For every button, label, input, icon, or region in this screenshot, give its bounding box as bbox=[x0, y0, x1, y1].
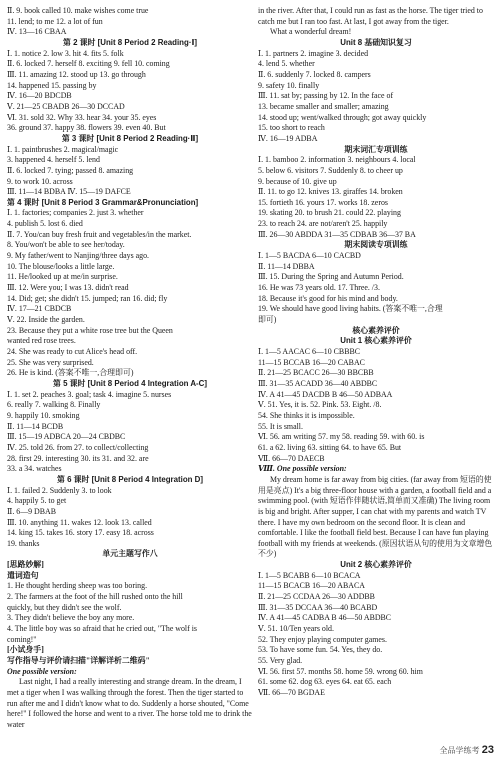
answer-line: Ⅰ. 1—5 AACAC 6—10 CBBBC bbox=[258, 347, 360, 356]
answer-line: wanted red rose trees. bbox=[7, 336, 76, 346]
answer-line: Ⅰ. 1—5 BCABB 6—10 BCACA bbox=[258, 570, 361, 580]
section-heading: Unit 2 核心素养评价 bbox=[340, 560, 412, 570]
answer-line: 6. really 7. walking 8. Finally bbox=[7, 400, 101, 410]
answer-line: Ⅰ. 1. paintbrushes 2. magical/magic bbox=[7, 144, 119, 154]
answer-line: 13. became smaller and smaller; amazing bbox=[258, 101, 389, 111]
answer-line: 24. She was ready to cut Alice's head off. bbox=[7, 347, 138, 356]
answer-line: 9. My father/went to Nanjing/three days ago. bbox=[7, 251, 149, 261]
answer-line: Ⅳ. 16—20 BDCDB bbox=[7, 91, 72, 101]
answer-line: Ⅰ. 1—5 BACDA 6—10 CACBD bbox=[258, 251, 361, 261]
subheading: Ⅷ. One possible version: bbox=[258, 464, 347, 474]
answer-line: Ⅰ. 1. failed 2. Suddenly 3. to look bbox=[7, 485, 112, 495]
answer-line: Ⅰ. 1. bamboo 2. information 3. neighbours 4. local bbox=[258, 155, 416, 165]
answer-line: 11. lend; to me 12. a lot of fun bbox=[7, 16, 103, 26]
essay-paragraph: What a wonderful dream! bbox=[270, 27, 352, 37]
answer-line: Ⅲ. 31—35 ACADD 36—40 ABDBC bbox=[258, 378, 378, 388]
answer-line: Ⅰ. 1. factories; companies 2. just 3. whether bbox=[7, 208, 144, 218]
answer-line: 19. thanks bbox=[7, 538, 40, 548]
answer-line: 1. He thought herding sheep was too boring. bbox=[7, 581, 148, 591]
answer-line: 23. Because they put a white rose tree but the Queen bbox=[7, 325, 173, 335]
answer-line: 即可) bbox=[258, 315, 277, 325]
answer-line: Ⅳ. A 41—45 DACDB B 46—50 ADBAA bbox=[258, 389, 393, 399]
answer-line: Ⅱ. 11. to go 12. knives 13. giraffes 14. broken bbox=[258, 187, 403, 197]
answer-line: 4. lend 5. whether bbox=[258, 59, 315, 69]
answer-line: Ⅰ. 1. notice 2. low 3. hit 4. fits 5. folk bbox=[7, 48, 124, 58]
section-heading: 第 2 课时 [Unit 8 Period 2 Reading·Ⅰ] bbox=[62, 37, 198, 47]
answer-line: 26. He is kind. (答案不唯一,合理即可) bbox=[7, 368, 134, 378]
answer-line: 61. some 62. dog 63. eyes 64. eat 65. each bbox=[258, 677, 392, 687]
subheading: One possible version: bbox=[7, 666, 77, 676]
answer-line: 36. ground 37. happy 38. flowers 39. even 40. But bbox=[7, 123, 166, 133]
answer-line: 15. fortieth 16. yours 17. works 18. zeros bbox=[258, 197, 388, 207]
answer-line: Ⅱ. 6. locked 7. tying; passed 8. amazing bbox=[7, 165, 134, 175]
section-heading: 期末阅读专项训练 bbox=[344, 240, 408, 250]
section-heading: Unit 8 基础知识复习 bbox=[340, 37, 412, 47]
answer-line: 11—15 BCCAB 16—20 CABAC bbox=[258, 357, 365, 367]
answer-line: Ⅲ. 15—19 ADBCA 20—24 CBDBC bbox=[7, 432, 126, 442]
answer-line: 15. too short to reach bbox=[258, 123, 325, 133]
answer-line: 61. a 62. living 63. sitting 64. to have 65. But bbox=[258, 442, 402, 452]
answer-line: Ⅶ. 66—70 BGDAE bbox=[258, 688, 325, 697]
answer-line: Ⅰ. 1. set 2. peaches 3. goal; task 4. imagine 5. nurses bbox=[7, 389, 172, 399]
answer-line: 8. You/won't be able to see her/today. bbox=[7, 240, 125, 250]
answer-line: 54. She thinks it is impossible. bbox=[258, 410, 355, 420]
answer-line: 19. skating 20. to brush 21. could 22. playing bbox=[258, 208, 401, 218]
answer-line: Ⅳ. A 41—45 CADBA B 46—50 ABDBC bbox=[258, 613, 392, 623]
section-heading: 第 6 课时 [Unit 8 Period 4 Integration D] bbox=[57, 474, 203, 484]
answer-line: Ⅰ. 1. partners 2. imagine 3. decided bbox=[258, 48, 369, 58]
answer-line: Ⅳ. 17—21 CBDCB bbox=[7, 304, 72, 314]
section-heading: 第 5 课时 [Unit 8 Period 4 Integration A-C] bbox=[52, 378, 208, 388]
answer-line: Ⅵ. 56. am writing 57. my 58. reading 59. with 60. is bbox=[258, 432, 425, 442]
answer-line: Ⅳ. 25. told 26. from 27. to collect/collecting bbox=[7, 442, 149, 452]
answer-line: Ⅴ. 21—25 CBADB 26—30 DCCAD bbox=[7, 101, 125, 111]
answer-line: 55. It is small. bbox=[258, 421, 303, 431]
answer-line: 19. We should have good living habits. (答案不唯一,合理 bbox=[258, 304, 443, 314]
answer-line: Ⅱ. 11—14 DBBA bbox=[258, 261, 315, 271]
answer-line: 10. The blouse/looks a little large. bbox=[7, 261, 115, 271]
answer-line: Ⅲ. 11—14 BDBA Ⅳ. 15—19 DAFCE bbox=[7, 187, 131, 197]
answer-line: 2. The farmers at the foot of the hill rushed onto the hill bbox=[7, 592, 183, 602]
answer-line: 4. publish 5. lost 6. died bbox=[7, 219, 83, 229]
answer-line: 14. happened 15. passing by bbox=[7, 80, 97, 90]
answer-line: 9. happily 10. smoking bbox=[7, 410, 80, 420]
answer-line: 14. stood up; went/walked through; got away quickly bbox=[258, 112, 427, 122]
section-heading: 核心素养评价 bbox=[352, 325, 400, 335]
answer-line: 33. a 34. watches bbox=[7, 464, 62, 474]
essay-paragraph: My dream home is far away from big cities. (far away from 短语的使用是亮点) It's a big three-floor house with a garden, a football field and a swimming pool. (with 短语作伴随状语,简单而又准确) The living room is big and bright. After supper, I can chat with my parents and watch TV there. I have my own bedroom on the second floor. It is clean and comfortable. I like the football field best. Because I can have fun playing football with my friends at weekends. (原因状语从句的使用为文章增色不少) bbox=[258, 474, 493, 559]
section-heading: 单元主题写作八 bbox=[102, 549, 158, 559]
answer-line: Ⅲ. 11. amazing 12. stood up 13. go through bbox=[7, 69, 146, 79]
answer-line: 9. because of 10. give up bbox=[258, 176, 337, 186]
subheading: [小试身手] bbox=[7, 645, 44, 655]
answer-line: Ⅶ. 66—70 DAECB bbox=[258, 453, 325, 463]
answer-line: Ⅲ. 26—30 ABDDA 31—35 CDBAB 36—37 BA bbox=[258, 229, 416, 239]
answer-line: 28. first 29. interesting 30. its 31. and 32. are bbox=[7, 453, 149, 463]
answer-line: 4. The little boy was so afraid that he cried out, "The wolf is bbox=[7, 624, 197, 634]
right-answer-column bbox=[258, 6, 494, 699]
section-heading: 第 3 课时 [Unit 8 Period 2 Reading·Ⅱ] bbox=[61, 133, 199, 143]
essay-paragraph: in the river. After that, I could run as fast as the horse. The tiger tried to catch me but I ran too fast. At last, I got away from the tiger. bbox=[258, 6, 483, 26]
answer-line: Ⅱ. 21—25 CCDAA 26—30 ADDBB bbox=[258, 592, 375, 602]
answer-line: 4. happily 5. to get bbox=[7, 496, 67, 506]
answer-line: 5. below 6. visitors 7. Suddenly 8. to cheer up bbox=[258, 165, 403, 175]
answer-line: Ⅲ. 12. Were you; I was 13. didn't read bbox=[7, 283, 129, 293]
answer-line: Ⅲ. 10. anything 11. wakes 12. look 13. called bbox=[7, 517, 152, 527]
answer-line: 9. safety 10. finally bbox=[258, 80, 320, 90]
answer-line: 14. king 15. takes 16. story 17. easy 18. across bbox=[7, 528, 154, 538]
answer-line: 16. He was 73 years old. 17. Three. /3. bbox=[258, 283, 380, 293]
answer-line: 3. They didn't believe the boy any more. bbox=[7, 613, 135, 623]
answer-line: Ⅱ. 6—9 DBAB bbox=[7, 506, 56, 516]
subheading: 写作指导与评价请扫描"详解详析二维码" bbox=[7, 656, 150, 666]
footer-label: 全品学练考 bbox=[439, 746, 480, 755]
answer-line: 23. to reach 24. are not/aren't 25. happily bbox=[258, 219, 388, 229]
section-heading: 期末词汇专项训练 bbox=[344, 144, 408, 154]
answer-line: Ⅲ. 11. sat by; passing by 12. In the face of bbox=[258, 91, 394, 101]
answer-line: Ⅴ. 51. Yes, it is. 52. Pink. 53. Eight. /8. bbox=[258, 400, 382, 410]
section-heading: 第 4 课时 [Unit 8 Period 3 Grammar&Pronunciation] bbox=[7, 197, 199, 207]
answer-line: 52. They enjoy playing computer games. bbox=[258, 634, 387, 644]
answer-line: 53. To have some fun. 54. Yes, they do. bbox=[258, 645, 383, 655]
section-heading: Unit 1 核心素养评价 bbox=[340, 336, 412, 346]
answer-line: 3. happened 4. herself 5. lend bbox=[7, 155, 100, 165]
answer-line: 9. to work 10. across bbox=[7, 176, 73, 186]
answer-line: 14. Did; get; she didn't 15. jumped; ran 16. did; fly bbox=[7, 293, 168, 303]
answer-line: Ⅵ. 31. sold 32. Why 33. hear 34. your 35. eyes bbox=[7, 112, 157, 122]
answer-line: 11—15 BCACB 16—20 ABACA bbox=[258, 581, 365, 591]
answer-line: 55. Very glad. bbox=[258, 656, 303, 666]
answer-line: 11. He/looked up at me/in surprise. bbox=[7, 272, 118, 282]
answer-line: Ⅴ. 51. 10/Ten years old. bbox=[258, 624, 334, 634]
answer-line: Ⅱ. 7. You/can buy fresh fruit and vegetables/in the market. bbox=[7, 229, 192, 239]
left-answer-column bbox=[7, 6, 253, 731]
answer-line: Ⅱ. 21—25 BCACC 26—30 BBCBB bbox=[258, 368, 374, 378]
answer-line: Ⅱ. 9. book called 10. make wishes come true bbox=[7, 6, 149, 15]
answer-line: Ⅱ. 11—14 BCDB bbox=[7, 421, 64, 431]
answer-line: Ⅱ. 6. locked 7. herself 8. exciting 9. fell 10. coming bbox=[7, 59, 170, 69]
answer-line: Ⅱ. 6. suddenly 7. locked 8. campers bbox=[258, 69, 371, 79]
answer-line: 18. Because it's good for his mind and body. bbox=[258, 293, 398, 303]
subheading: 遣词造句 bbox=[7, 570, 39, 580]
page-footer bbox=[440, 744, 494, 756]
answer-line: quickly, but they didn't see the wolf. bbox=[7, 602, 122, 612]
answer-line: Ⅴ. 22. Inside the garden. bbox=[7, 315, 85, 325]
answer-line: Ⅲ. 31—35 DCCAA 36—40 BCABD bbox=[258, 602, 378, 612]
answer-line: Ⅳ. 13—16 CBAA bbox=[7, 27, 67, 37]
answer-line: coming!" bbox=[7, 634, 37, 644]
answer-line: 25. She was very surprised. bbox=[7, 357, 94, 367]
answer-line: Ⅳ. 16—19 ADBA bbox=[258, 133, 318, 143]
answer-line: Ⅵ. 56. first 57. months 58. home 59. wrong 60. him bbox=[258, 666, 423, 676]
page-number: 23 bbox=[481, 744, 494, 756]
answer-line: Ⅲ. 15. During the Spring and Autumn Period. bbox=[258, 272, 404, 282]
essay-paragraph: Last night, I had a really interesting and strange dream. In the dream, I met a tiger when I was walking through the forest. Then the tiger started to run after me and I didn't know what to do. Suddenly a horse shouted, "Come here!" I followed the horse and went to a river. The horse told me to drink the water bbox=[7, 677, 252, 729]
subheading: [思路妙解] bbox=[7, 560, 44, 570]
